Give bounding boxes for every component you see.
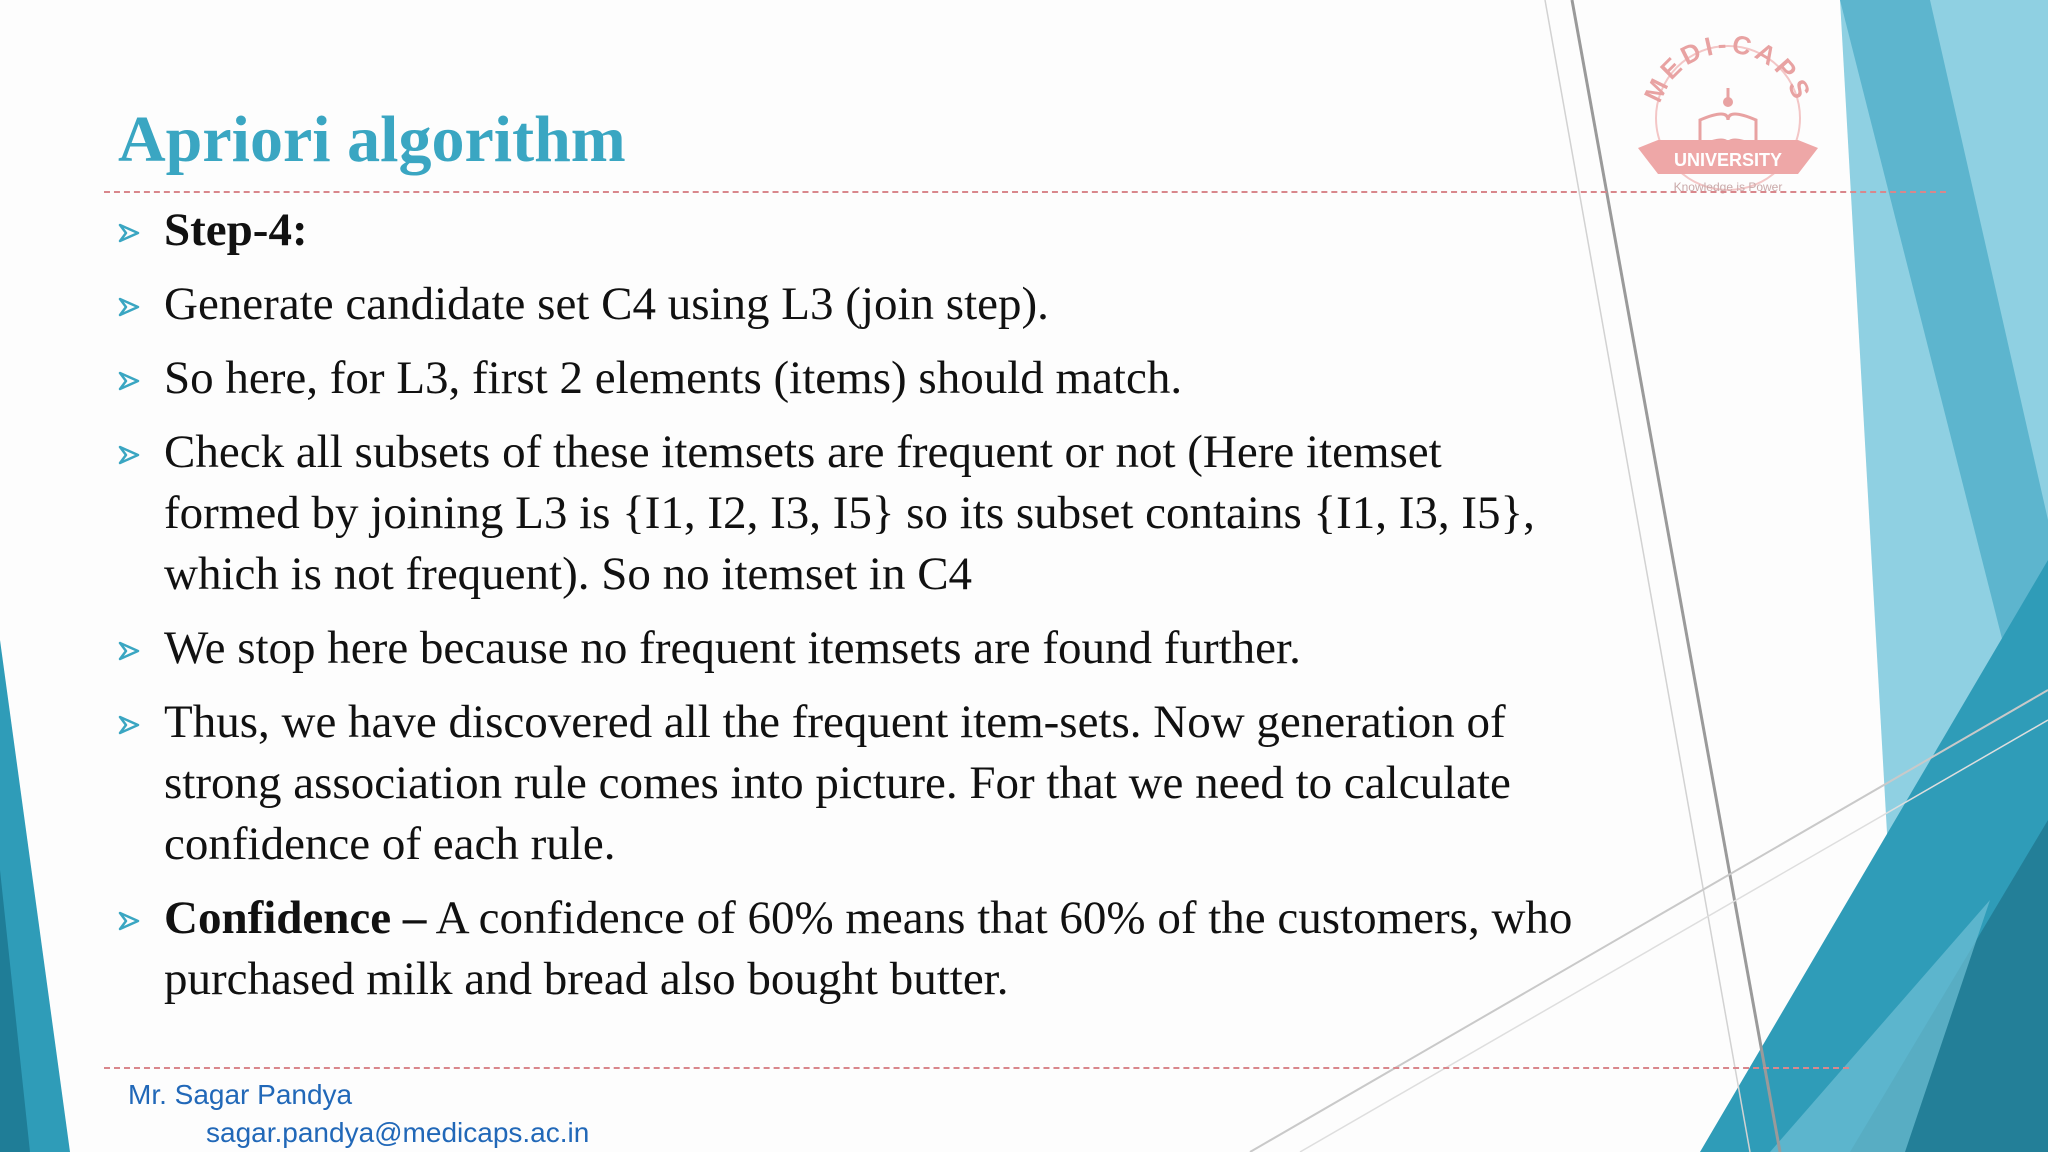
bullet-item [118, 422, 1588, 605]
bullet-list [118, 200, 1588, 1023]
bullet-item [118, 348, 1588, 409]
bullet-arrow-icon [118, 641, 140, 661]
bullet-item [118, 274, 1588, 335]
slide-title: Apriori algorithm [118, 103, 626, 176]
bullet-arrow-icon [118, 223, 140, 243]
university-logo [1618, 28, 1838, 198]
footer-author: Mr. Sagar Pandya [128, 1079, 353, 1110]
title-divider [104, 191, 1946, 193]
footer-email: sagar.pandya@medicaps.ac.in [206, 1117, 590, 1148]
bullet-arrow-icon [118, 911, 140, 931]
bullet-text: Generate candidate set C4 using L3 (join step). [164, 278, 1049, 330]
bullet-text: A confidence of 60% means that 60% of the customers, who purchased milk and bread also bought butter. [164, 892, 1573, 1005]
bullet-arrow-icon [118, 715, 140, 735]
logo-tagline: Knowledge is Power [1673, 180, 1783, 194]
logo-university-text: UNIVERSITY [1673, 150, 1783, 170]
bullet-text: Check all subsets of these itemsets are frequent or not (Here itemset formed by joining L3 is {I1, I2, I3, I5} so its subset contains {I1, I3, I5}, which is not frequent). So no itemset in C4 [164, 426, 1535, 600]
footer [128, 1076, 589, 1152]
bullet-arrow-icon [118, 371, 140, 391]
footer-divider [104, 1067, 1849, 1069]
bullet-item [118, 618, 1588, 679]
bullet-text: Thus, we have discovered all the frequent item-sets. Now generation of strong association rule comes into picture. For that we need to calculate confidence of each rule. [164, 696, 1511, 870]
bullet-item [118, 692, 1588, 875]
bullet-bold-text: Step-4: [164, 204, 308, 256]
bullet-item [118, 888, 1588, 1010]
bullet-item [118, 200, 1588, 261]
bullet-arrow-icon [118, 445, 140, 465]
logo-arc-text: MEDI-CAPS [1637, 28, 1819, 107]
bullet-text: We stop here because no frequent itemsets are found further. [164, 622, 1301, 674]
bullet-bold-text: Confidence – [164, 892, 427, 944]
bullet-text: So here, for L3, first 2 elements (items) should match. [164, 352, 1183, 404]
bullet-arrow-icon [118, 297, 140, 317]
